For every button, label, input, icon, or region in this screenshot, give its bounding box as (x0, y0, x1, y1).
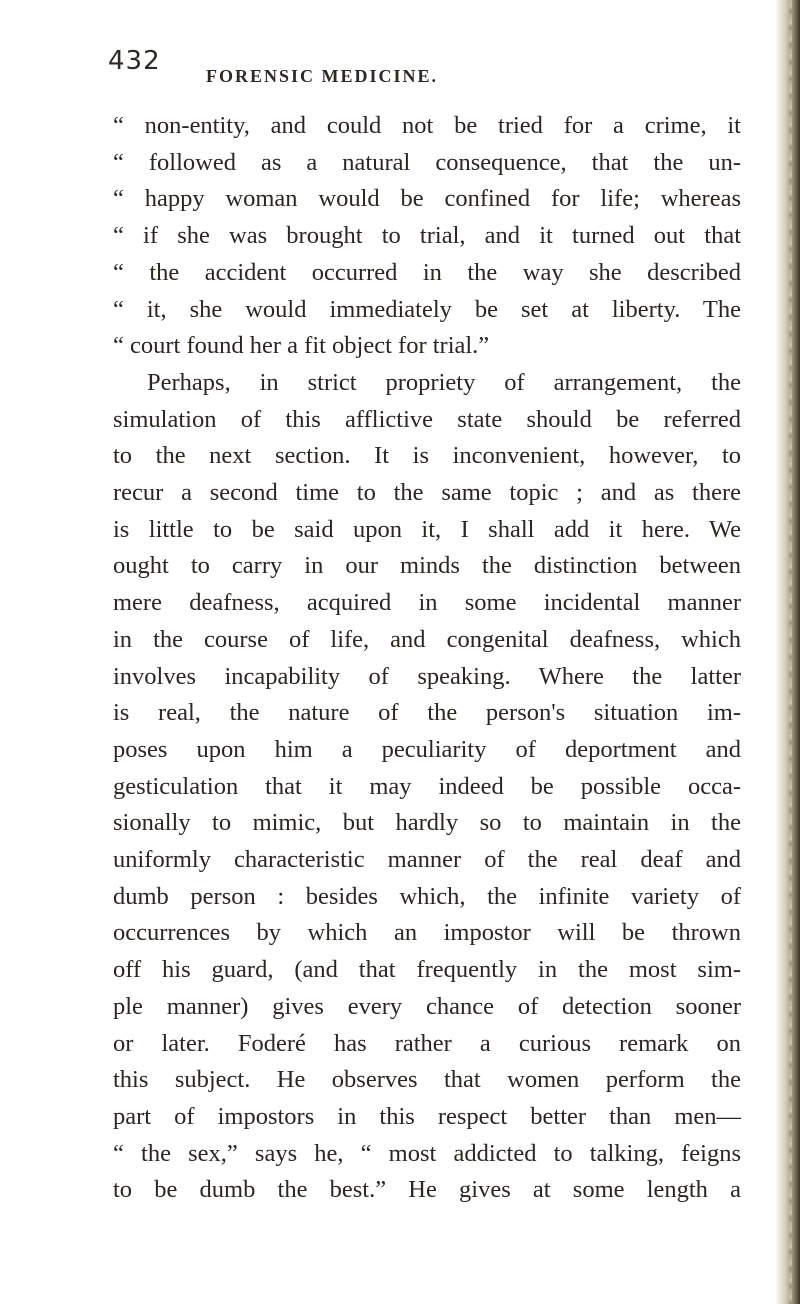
text-line: dumb person : besides which, the infinite variety of (113, 882, 741, 910)
text-line: recur a second time to the same topic ; and as there (113, 479, 741, 507)
text-line: mere deafness, acquired in some incidental manner (113, 589, 741, 617)
text-line: ple manner) gives every chance of detection sooner (113, 992, 741, 1020)
text-line: “ it, she would immediately be set at liberty. The (113, 295, 741, 323)
page-number: 432 (108, 46, 161, 76)
text-line: or later. Foderé has rather a curious remark on (113, 1029, 741, 1057)
text-line: ought to carry in our minds the distinction between (113, 552, 741, 580)
paragraph-first-line: Perhaps, in strict propriety of arrangement, the (147, 368, 741, 396)
text-line: is real, the nature of the person's situation im- (113, 699, 741, 727)
text-line: is little to be said upon it, I shall add it here. We (113, 515, 741, 543)
text-line: poses upon him a peculiarity of deportment and (113, 735, 741, 763)
text-line: involves incapability of speaking. Where the latter (113, 662, 741, 690)
text-line: part of impostors in this respect better than men— (113, 1102, 741, 1130)
text-line: “ non-entity, and could not be tried for a crime, it (113, 112, 741, 139)
text-line: gesticulation that it may indeed be possible occa- (113, 772, 741, 800)
text-line: this subject. He observes that women perform the (113, 1066, 741, 1094)
text-line: “ if she was brought to trial, and it turned out that (113, 222, 741, 250)
text-line: “ the sex,” says he, “ most addicted to talking, feigns (113, 1139, 741, 1167)
page-edge-texture (789, 0, 792, 1304)
text-line: uniformly characteristic manner of the real deaf and (113, 846, 741, 874)
text-line: “ the accident occurred in the way she described (113, 258, 741, 286)
page-header (108, 46, 768, 86)
text-line: “ followed as a natural consequence, that the un- (113, 148, 741, 176)
text-line: simulation of this afflictive state should be referred (113, 405, 741, 433)
text-line: “ court found her a fit object for trial.” (113, 332, 490, 360)
text-line: “ happy woman would be confined for life; whereas (113, 185, 741, 213)
body-text (113, 108, 741, 1209)
text-line: to be dumb the best.” He gives at some length a (113, 1176, 741, 1204)
running-head: FORENSIC MEDICINE. (206, 66, 439, 86)
page-edge-shadow (776, 0, 800, 1304)
text-line: occurrences by which an impostor will be thrown (113, 919, 741, 947)
text-line: off his guard, (and that frequently in the most sim- (113, 956, 741, 984)
text-line: in the course of life, and congenital deafness, which (113, 625, 741, 653)
text-line: sionally to mimic, but hardly so to maintain in the (113, 809, 741, 837)
text-line: to the next section. It is inconvenient, however, to (113, 442, 741, 470)
